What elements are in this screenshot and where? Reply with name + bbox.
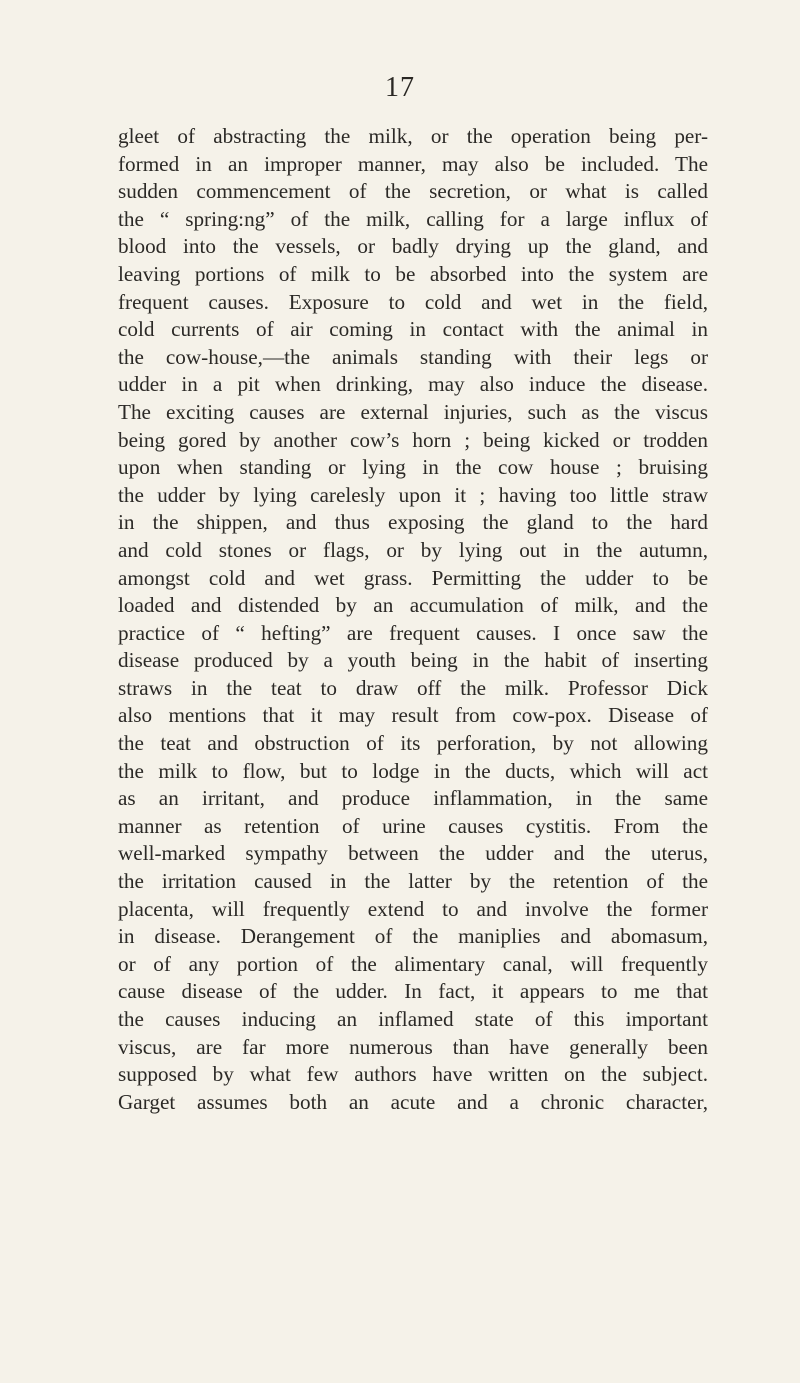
text-line: the irritation caused in the latter by the retention of the	[118, 869, 708, 894]
text-line: also mentions that it may result from cow-pox. Disease of	[118, 703, 708, 728]
text-line: Garget assumes both an acute and a chronic character,	[118, 1089, 708, 1114]
body-text	[118, 123, 708, 1116]
text-line: viscus, are far more numerous than have generally been	[118, 1034, 708, 1059]
text-line: cause disease of the udder. In fact, it appears to me that	[118, 979, 708, 1004]
text-line: supposed by what few authors have written on the subject.	[118, 1062, 708, 1087]
text-line: well-marked sympathy between the udder and the uterus,	[118, 841, 708, 866]
text-line: or of any portion of the alimentary canal, will frequently	[118, 951, 708, 976]
text-line: blood into the vessels, or badly drying up the gland, and	[118, 234, 708, 259]
text-line: the “ spring:ng” of the milk, calling for a large influx of	[118, 206, 708, 231]
text-line: cold currents of air coming in contact with the animal in	[118, 317, 708, 342]
text-line: in disease. Derangement of the maniplies and abomasum,	[118, 924, 708, 949]
text-line: the milk to flow, but to lodge in the ducts, which will act	[118, 758, 708, 783]
text-line: The exciting causes are external injuries, such as the viscus	[118, 399, 708, 424]
text-line: as an irritant, and produce inflammation, in the same	[118, 786, 708, 811]
text-line: gleet of abstracting the milk, or the operation being per-	[118, 124, 708, 148]
page-number: 17	[385, 72, 415, 103]
text-line: frequent causes. Exposure to cold and wet in the field,	[118, 289, 708, 314]
text-line: the cow-house,—the animals standing with their legs or	[118, 344, 708, 369]
text-line: udder in a pit when drinking, may also induce the disease.	[118, 372, 708, 397]
text-line: manner as retention of urine causes cystitis. From the	[118, 813, 708, 838]
text-line: in the shippen, and thus exposing the gland to the hard	[118, 510, 708, 535]
text-line: practice of “ hefting” are frequent causes. I once saw the	[118, 620, 708, 645]
text-line: loaded and distended by an accumulation of milk, and the	[118, 593, 708, 618]
text-line: being gored by another cow’s horn ; being kicked or trodden	[118, 427, 708, 452]
text-line: the teat and obstruction of its perforation, by not allowing	[118, 731, 708, 756]
text-line: disease produced by a youth being in the habit of inserting	[118, 648, 708, 673]
text-line: the causes inducing an inflamed state of this important	[118, 1007, 708, 1031]
text-line: and cold stones or flags, or by lying out in the autumn,	[118, 537, 708, 562]
text-line: amongst cold and wet grass. Permitting the udder to be	[118, 565, 708, 590]
text-line: the udder by lying carelesly upon it ; having too little straw	[118, 482, 708, 507]
text-line: placenta, will frequently extend to and involve the former	[118, 896, 708, 921]
text-line: upon when standing or lying in the cow house ; bruising	[118, 455, 708, 480]
text-line: sudden commencement of the secretion, or what is called	[118, 179, 708, 204]
text-line: leaving portions of milk to be absorbed into the system are	[118, 261, 708, 286]
text-line: formed in an improper manner, may also be included. The	[118, 151, 708, 176]
text-line: straws in the teat to draw off the milk. Professor Dick	[118, 675, 708, 700]
